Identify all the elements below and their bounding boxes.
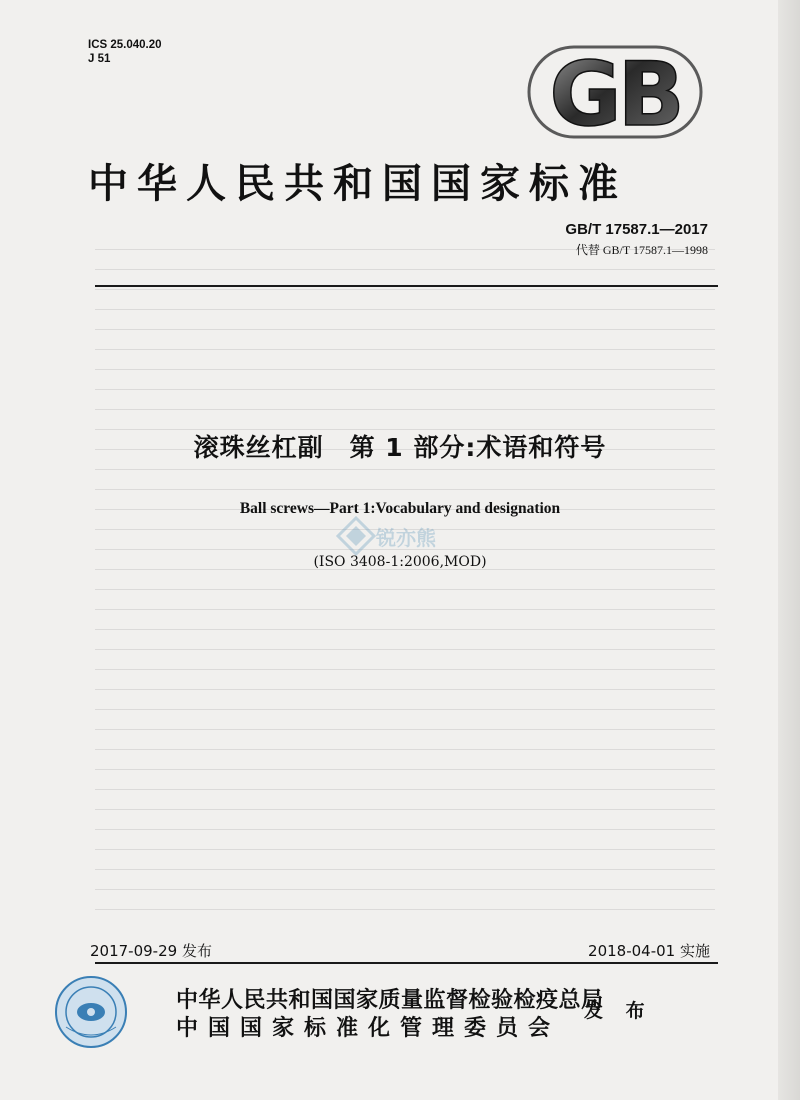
- issued-by-label: 发 布: [584, 1000, 653, 1022]
- show-through-text: [95, 230, 715, 920]
- svg-text:GB: GB: [549, 43, 681, 141]
- gb-logo-icon: [525, 43, 705, 141]
- chinese-title: 滚珠丝杠副 第 1 部分:术语和符号: [193, 433, 607, 462]
- watermark-diamond-icon: [336, 516, 376, 556]
- standard-number: GB/T 17587.1—2017: [565, 221, 708, 238]
- classification-codes: [88, 38, 162, 66]
- page-edge-shadow: [778, 0, 800, 1100]
- bottom-divider: [95, 962, 718, 964]
- iso-reference: (ISO 3408-1:2006,MOD): [313, 554, 487, 570]
- replaced-standard: 代替 GB/T 17587.1—1998: [575, 243, 708, 257]
- issue-date: 2017-09-29 发布: [90, 942, 212, 960]
- issuer-sac: 中国国家标准化管理委员会: [176, 1016, 561, 1041]
- national-standard-title: 中华人民共和国国家标准: [88, 161, 627, 207]
- implementation-date: 2018-04-01 实施: [588, 942, 710, 960]
- english-title: Ball screws—Part 1:Vocabulary and designation: [239, 500, 561, 517]
- ics-code: ICS 25.040.20: [88, 39, 162, 51]
- top-divider: [95, 285, 718, 287]
- issuer-aqsiq: 中华人民共和国国家质量监督检验检疫总局: [176, 988, 604, 1013]
- certification-seal-icon: [54, 975, 128, 1049]
- ccs-code: J 51: [88, 53, 111, 65]
- watermark-text: 锐亦熊: [376, 526, 436, 550]
